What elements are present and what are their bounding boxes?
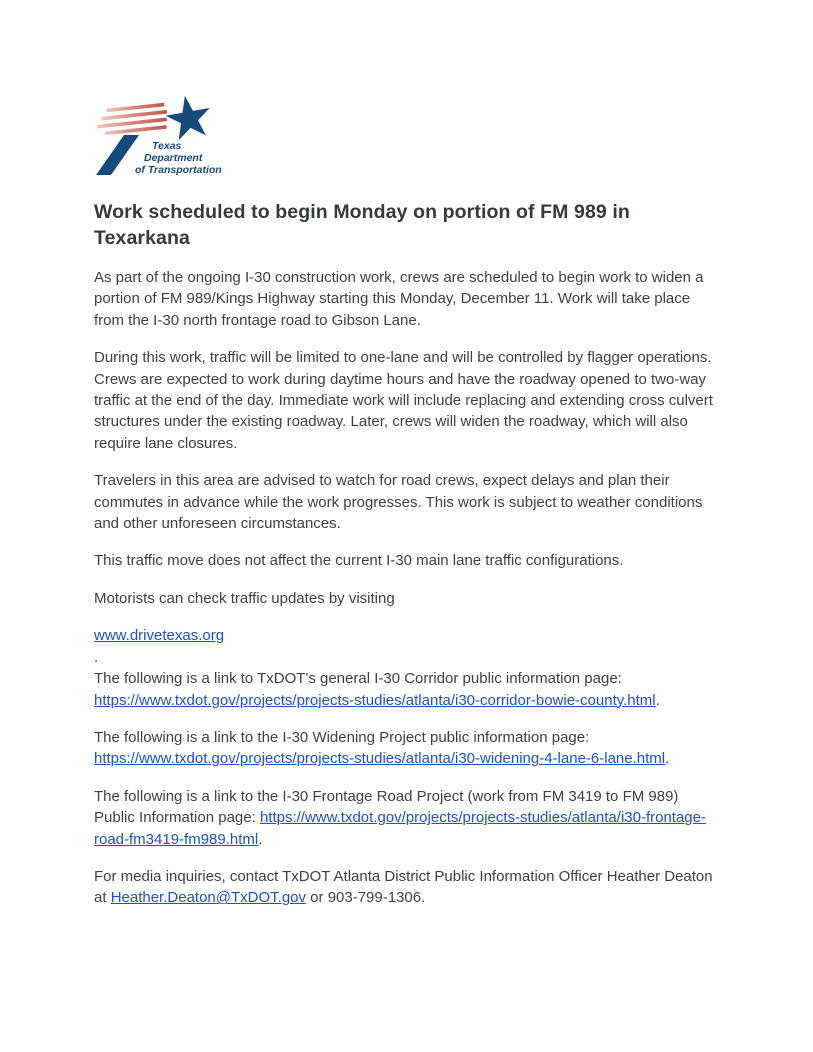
article-body xyxy=(94,267,721,909)
logo-text-line-2: Department xyxy=(144,152,203,164)
paragraph xyxy=(94,625,721,711)
txdot-logo xyxy=(94,93,239,179)
paragraph-text: The following is a link to the I-30 Widening Project public information page: xyxy=(94,728,590,746)
hyperlink[interactable]: Heather.Deaton@TxDOT.gov xyxy=(110,889,307,907)
logo-speed-lines-icon xyxy=(95,103,168,136)
hyperlink[interactable]: https://www.txdot.gov/projects/projects-studies/atlanta/i30-frontage-road-fm3419-fm989.html xyxy=(94,809,706,848)
paragraph-text: During this work, traffic will be limited to one-lane and will be controlled by flagger operations. Crews are expected to work during daytime hours and have the roadway opened to two-way traffic at the end of the day. Immediate work will include replacing and extending cross culvert structures under the existing roadway. Later, crews will widen the roadway, which will also require lane closures. xyxy=(94,349,713,452)
paragraph-text: The following is a link to TxDOT's general I-30 Corridor public information page: xyxy=(94,670,622,688)
txdot-logo-icon xyxy=(94,93,239,179)
paragraph-text: . xyxy=(94,648,99,666)
paragraph xyxy=(94,866,721,909)
paragraph xyxy=(94,550,721,571)
paragraph-text: For media inquiries, contact TxDOT Atlanta District Public Information Officer Heather Deaton at xyxy=(94,867,713,907)
page-title: Work scheduled to begin Monday on portion of FM 989 in Texarkana xyxy=(94,201,630,249)
paragraph xyxy=(94,470,721,534)
logo-star-icon xyxy=(163,93,212,142)
paragraph-text: . xyxy=(258,830,263,848)
paragraph-text: or 903-799-1306. xyxy=(306,889,426,907)
hyperlink[interactable]: https://www.txdot.gov/projects/projects-studies/atlanta/i30-widening-4-lane-6-lane.html xyxy=(94,750,666,768)
logo-slash-icon xyxy=(96,135,139,175)
logo-text-line-1: Texas xyxy=(152,140,182,152)
paragraph-text: The following is a link to the I-30 Frontage Road Project (work from FM 3419 to FM 989) Public Information page: xyxy=(94,787,679,827)
paragraph-text: Motorists can check traffic updates by visiting xyxy=(94,589,395,607)
logo-text-line-3: of Transportation xyxy=(135,164,222,176)
paragraph-text: Travelers in this area are advised to watch for road crews, expect delays and plan their commutes in advance while the work progresses. This work is subject to weather conditions and other unforeseen circumstances. xyxy=(94,472,703,533)
paragraph xyxy=(94,727,721,770)
paragraph-text: . xyxy=(655,691,660,709)
paragraph xyxy=(94,786,721,850)
paragraph-text: As part of the ongoing I-30 construction work, crews are scheduled to begin work to widen a portion of FM 989/Kings Highway starting this Monday, December 11. Work will take place from the I-30 north frontage road to Gibson Lane. xyxy=(94,269,704,329)
paragraph xyxy=(94,588,721,609)
paragraph-text: This traffic move does not affect the current I-30 main lane traffic configurations. xyxy=(94,552,624,570)
paragraph-text: . xyxy=(665,750,670,768)
paragraph xyxy=(94,347,721,454)
hyperlink[interactable]: www.drivetexas.org xyxy=(94,627,225,645)
paragraph xyxy=(94,267,721,331)
hyperlink[interactable]: https://www.txdot.gov/projects/projects-studies/atlanta/i30-corridor-bowie-county.html xyxy=(94,691,656,709)
